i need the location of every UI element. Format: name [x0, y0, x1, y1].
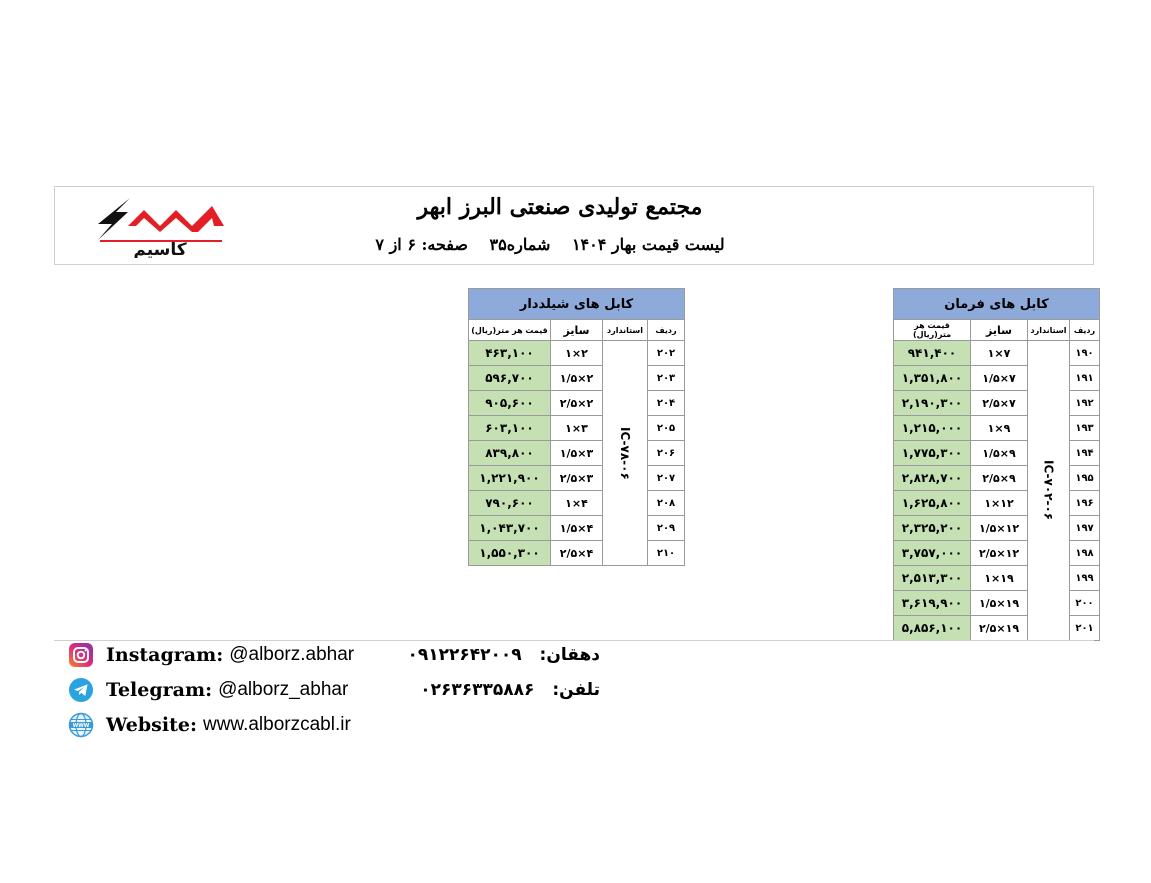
table-row — [894, 391, 1100, 416]
website-contact[interactable] — [68, 710, 351, 740]
size-cell: ۱۹×۲/۵ — [971, 616, 1028, 641]
size-cell: ۲×۱ — [551, 341, 603, 366]
company-logo — [94, 196, 226, 258]
price-cell: ۲,۱۹۰,۳۰۰ — [894, 391, 971, 416]
row-number: ۲۰۸ — [648, 491, 685, 516]
size-cell: ۴×۲/۵ — [551, 541, 603, 566]
table-row — [894, 566, 1100, 591]
size-cell: ۴×۱/۵ — [551, 516, 603, 541]
instagram-label: Instagram: — [106, 644, 224, 666]
table-row — [894, 341, 1100, 366]
price-cell: ۲,۳۲۵,۲۰۰ — [894, 516, 971, 541]
column-header-size: سایز — [551, 320, 603, 341]
table-row — [469, 416, 685, 441]
price-cell: ۹۰۵,۶۰۰ — [469, 391, 551, 416]
website-url[interactable]: www.alborzcabl.ir — [202, 714, 351, 735]
row-number: ۲۰۷ — [648, 466, 685, 491]
size-cell: ۱۹×۱/۵ — [971, 591, 1028, 616]
row-number: ۱۹۸ — [1070, 541, 1100, 566]
price-cell: ۳,۷۵۷,۰۰۰ — [894, 541, 971, 566]
telegram-contact[interactable] — [68, 675, 348, 705]
price-cell: ۱,۵۵۰,۳۰۰ — [469, 541, 551, 566]
row-number: ۱۹۰ — [1070, 341, 1100, 366]
logo-text: کاسیم — [133, 240, 187, 258]
column-header-row: ردیف — [1070, 320, 1100, 341]
row-number: ۱۹۶ — [1070, 491, 1100, 516]
price-cell: ۱,۲۱۵,۰۰۰ — [894, 416, 971, 441]
row-number: ۲۰۳ — [648, 366, 685, 391]
row-number: ۱۹۱ — [1070, 366, 1100, 391]
table-row — [894, 491, 1100, 516]
size-cell: ۲×۱/۵ — [551, 366, 603, 391]
size-cell: ۷×۱/۵ — [971, 366, 1028, 391]
price-cell: ۱,۳۵۱,۸۰۰ — [894, 366, 971, 391]
svg-text:WWW: WWW — [72, 723, 90, 729]
page-title: مجتمع تولیدی صنعتی البرز ابهر — [417, 194, 703, 220]
page-subtitle — [250, 235, 850, 254]
row-number: ۱۹۹ — [1070, 566, 1100, 591]
size-cell: ۹×۱/۵ — [971, 441, 1028, 466]
table-row — [469, 466, 685, 491]
price-cell: ۳,۶۱۹,۹۰۰ — [894, 591, 971, 616]
globe-icon — [68, 712, 94, 738]
table-row — [894, 591, 1100, 616]
column-header-standard: استاندارد — [603, 320, 648, 341]
size-cell: ۹×۲/۵ — [971, 466, 1028, 491]
row-number: ۱۹۲ — [1070, 391, 1100, 416]
page-number: صفحه: ۶ از ۷ — [375, 235, 468, 254]
row-number: ۱۹۵ — [1070, 466, 1100, 491]
price-cell: ۱,۰۴۳,۷۰۰ — [469, 516, 551, 541]
table-row — [894, 516, 1100, 541]
instagram-contact[interactable] — [68, 640, 354, 670]
size-cell: ۱۲×۲/۵ — [971, 541, 1028, 566]
table-caption: کابل های فرمان — [894, 289, 1100, 320]
dehghan-number[interactable]: ۰۹۱۲۲۶۴۲۰۰۹ — [407, 645, 522, 665]
row-number: ۲۰۹ — [648, 516, 685, 541]
price-cell: ۷۹۰,۶۰۰ — [469, 491, 551, 516]
row-number: ۲۰۲ — [648, 341, 685, 366]
office-phone — [380, 680, 600, 700]
telegram-handle[interactable]: @alborz_abhar — [218, 679, 349, 700]
price-cell: ۲,۵۱۳,۳۰۰ — [894, 566, 971, 591]
table-row — [469, 491, 685, 516]
shielded-cables-table — [468, 288, 685, 566]
price-cell: ۱,۷۷۵,۳۰۰ — [894, 441, 971, 466]
size-cell: ۷×۱ — [971, 341, 1028, 366]
row-number: ۲۰۰ — [1070, 591, 1100, 616]
table-row — [469, 541, 685, 566]
price-cell: ۴۶۳,۱۰۰ — [469, 341, 551, 366]
dehghan-phone — [380, 645, 600, 665]
instagram-icon — [68, 642, 94, 668]
table-row — [894, 366, 1100, 391]
table-caption: کابل های شیلددار — [469, 289, 685, 320]
size-cell: ۲×۲/۵ — [551, 391, 603, 416]
row-number: ۱۹۳ — [1070, 416, 1100, 441]
table-row — [469, 366, 685, 391]
size-cell: ۱۲×۱ — [971, 491, 1028, 516]
dehghan-label: دهقان: — [539, 645, 600, 665]
row-number: ۲۰۶ — [648, 441, 685, 466]
size-cell: ۱۹×۱ — [971, 566, 1028, 591]
row-number: ۲۰۴ — [648, 391, 685, 416]
telegram-label: Telegram: — [106, 679, 213, 701]
table-row — [894, 616, 1100, 641]
price-cell: ۵,۸۵۶,۱۰۰ — [894, 616, 971, 641]
list-number: شماره۳۵ — [489, 235, 551, 254]
size-cell: ۹×۱ — [971, 416, 1028, 441]
website-label: Website: — [106, 714, 197, 736]
row-number: ۲۰۵ — [648, 416, 685, 441]
table-row — [894, 466, 1100, 491]
table-row — [469, 341, 685, 366]
table-row — [894, 441, 1100, 466]
phone-number[interactable]: ۰۲۶۳۶۳۳۵۸۸۶ — [420, 680, 535, 700]
instagram-handle[interactable]: @alborz.abhar — [229, 644, 355, 665]
price-cell: ۵۹۶,۷۰۰ — [469, 366, 551, 391]
column-header-price: قیمت هر متر(ریال) — [894, 320, 971, 341]
standard-cell: IC-۷۸-۰۶ — [603, 341, 648, 566]
telegram-icon — [68, 677, 94, 703]
phone-label: تلفن: — [552, 680, 600, 700]
price-list-label: لیست قیمت بهار ۱۴۰۴ — [571, 235, 725, 254]
size-cell: ۳×۱ — [551, 416, 603, 441]
standard-cell: IC-۷۰۲-۰۶ — [1028, 341, 1070, 641]
table-row — [894, 541, 1100, 566]
price-cell: ۱,۲۲۱,۹۰۰ — [469, 466, 551, 491]
size-cell: ۷×۲/۵ — [971, 391, 1028, 416]
price-cell: ۲,۸۲۸,۷۰۰ — [894, 466, 971, 491]
column-header-size: سایز — [971, 320, 1028, 341]
table-row — [469, 391, 685, 416]
row-number: ۱۹۴ — [1070, 441, 1100, 466]
price-cell: ۹۴۱,۴۰۰ — [894, 341, 971, 366]
table-row — [469, 516, 685, 541]
price-cell: ۱,۶۲۵,۸۰۰ — [894, 491, 971, 516]
price-cell: ۶۰۳,۱۰۰ — [469, 416, 551, 441]
column-header-row: ردیف — [648, 320, 685, 341]
column-header-price: قیمت هر متر(ریال) — [469, 320, 551, 341]
row-number: ۱۹۷ — [1070, 516, 1100, 541]
size-cell: ۳×۱/۵ — [551, 441, 603, 466]
size-cell: ۱۲×۱/۵ — [971, 516, 1028, 541]
row-number: ۲۰۱ — [1070, 616, 1100, 641]
size-cell: ۴×۱ — [551, 491, 603, 516]
table-row — [469, 441, 685, 466]
price-cell: ۸۳۹,۸۰۰ — [469, 441, 551, 466]
row-number: ۲۱۰ — [648, 541, 685, 566]
column-header-standard: استاندارد — [1028, 320, 1070, 341]
size-cell: ۳×۲/۵ — [551, 466, 603, 491]
table-row — [894, 416, 1100, 441]
control-cables-table — [893, 288, 1100, 641]
